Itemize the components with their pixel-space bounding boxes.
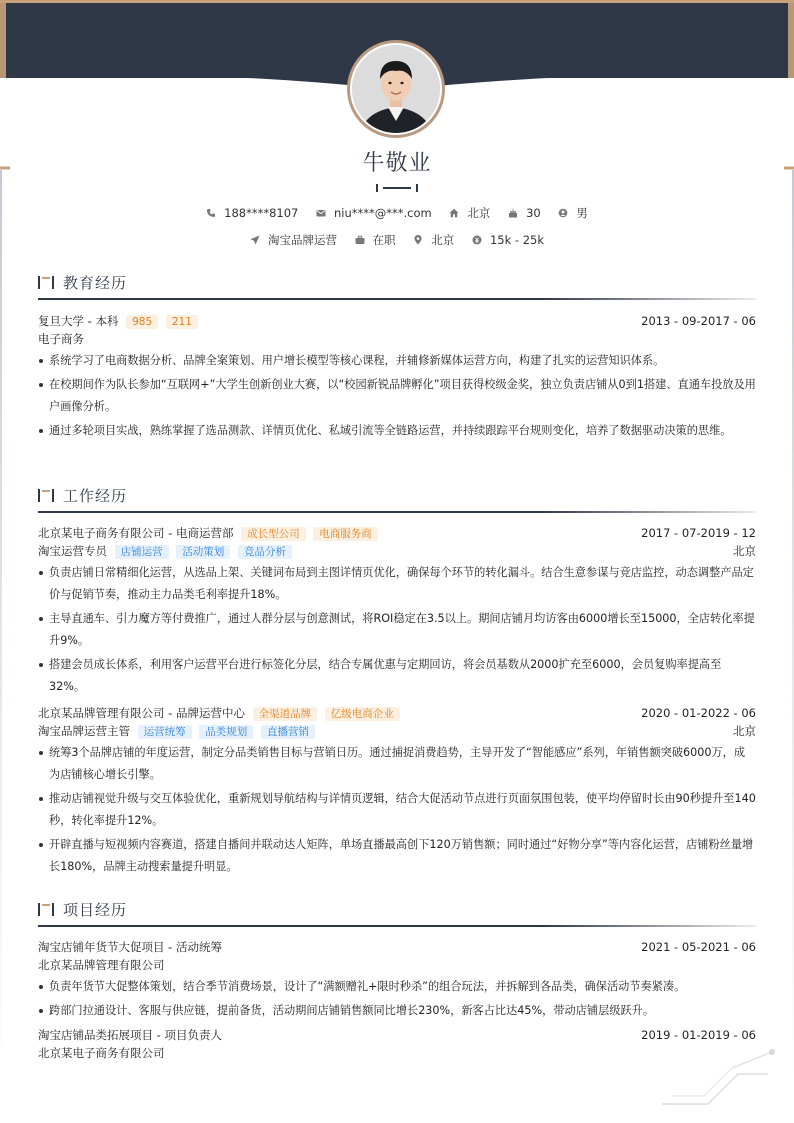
list-item: 负责店铺日常精细化运营，从选品上架、关键词布局到主图详情页优化，确保每个环节的转化漏斗。结合生意参谋与竞店监控，动态调整产品定价与促销节奏，推动主力品类毛利率提升18%。 [38,562,756,606]
position-title: 淘宝运营专员 [38,544,107,558]
location-icon [413,235,423,245]
target-city-info [413,232,454,248]
education-section-title [38,272,756,296]
section-heading: 工作经历 [63,487,128,505]
school-tag: 985 [126,315,158,329]
job-date: 2017 - 07-2019 - 12 [641,526,756,540]
job-intent-row [0,232,794,248]
list-item: 通过多轮项目实战，熟练掌握了选品测款、详情页优化、私域引流等全链路运营，并持续跟踪平台规则变化，培养了数据驱动决策的思维。 [38,420,756,442]
list-item: 开辟直播与短视频内容赛道，搭建自播间并联动达人矩阵，单场直播最高创下120万销售额；同时通过“好物分享”等内容化运营，店铺粉丝量增长180%，品牌主动搜索量提升明显。 [38,834,756,878]
target-city-text: 北京 [431,233,455,247]
list-item: 负责年货节大促整体策划，结合季节消费场景，设计了“满额赠礼+限时秒杀”的组合玩法，并拆解到各品类，确保活动节奏紧凑。 [38,976,756,998]
company-name: 北京某品牌管理有限公司 - 品牌运营中心 [38,706,245,720]
section-heading: 项目经历 [63,901,128,919]
phone-text: 188****8107 [224,206,299,220]
skill-tag: 运营统筹 [138,725,192,739]
project-section-title [38,899,756,923]
project-entry-1 [38,938,756,1022]
home-icon [449,208,459,218]
age-text: 30 [526,206,541,220]
list-item: 主导直通车、引力魔方等付费推广，通过人群分层与创意测试，将ROI稳定在3.5以上。期间店铺月均访客由6000增长至15000，全店转化率提升9%。 [38,608,756,652]
education-date: 2013 - 09-2017 - 06 [641,314,756,328]
list-item: 搭建会员成长体系，利用客户运营平台进行标签化分层，结合专属优惠与定期回访，将会员基数从2000扩充至6000，会员复购率提高至32%。 [38,654,756,698]
major-name: 电子商务 [38,332,84,346]
status-text: 在职 [372,233,396,247]
mail-icon [316,208,326,218]
gender-info [558,205,588,221]
list-item: 系统学习了电商数据分析、品牌全案策划、用户增长模型等核心课程，并辅修新媒体运营方向，构建了扎实的运营知识体系。 [38,350,756,372]
project-name: 淘宝店铺年货节大促项目 - 活动统筹 [38,940,222,954]
list-item: 在校期间作为队长参加“互联网+”大学生创新创业大赛，以“校园新锐品牌孵化”项目获得校级金奖，独立负责店铺从0到1搭建、直通车投放及用户画像分析。 [38,374,756,418]
send-icon [250,235,260,245]
cake-icon [508,208,518,218]
project-date: 2021 - 05-2021 - 06 [641,940,756,954]
work-entry-2 [38,704,756,878]
email-info [316,206,432,220]
skill-tag: 活动策划 [176,545,230,559]
company-tag: 成长型公司 [241,527,306,541]
avatar-frame [347,40,445,138]
job-city: 北京 [733,724,756,738]
skill-tag: 品类规划 [199,725,253,739]
hometown-text: 北京 [467,206,491,220]
position-title: 淘宝品牌运营主管 [38,724,130,738]
school-tag: 211 [166,315,198,329]
avatar-image [352,45,440,133]
salary-text: 15k - 25k [489,233,544,247]
company-tag: 全渠道品牌 [253,707,318,721]
project-org: 北京某电子商务有限公司 [38,1046,165,1060]
work-entry-1 [38,524,756,698]
target-job-text: 淘宝品牌运营 [267,233,337,247]
skill-tag: 店铺运营 [115,545,169,559]
list-item: 统筹3个品牌店铺的年度运营，制定分品类销售目标与营销日历。通过捕捉消费趋势，主导开发了“智能感应”系列，年销售额突破6000万，成为店铺核心增长引擎。 [38,742,756,786]
gender-icon [558,208,568,218]
contact-row [0,205,794,221]
status-info [355,232,396,248]
avatar [352,45,440,133]
education-entry [38,312,756,442]
candidate-name: 牛敬业 [362,151,432,176]
project-entry-2 [38,1026,756,1062]
project-name: 淘宝店铺品类拓展项目 - 项目负责人 [38,1028,222,1042]
company-tag: 亿级电商企业 [325,707,400,721]
section-mark-icon [38,276,54,289]
list-item: 推动店铺视觉升级与交互体验优化，重新规划导航结构与详情页逻辑，结合大促活动节点进行页面氛围包装，使平均停留时长由90秒提升至140秒，转化率提升12%。 [38,788,756,832]
project-date: 2019 - 01-2019 - 06 [641,1028,756,1042]
company-name: 北京某电子商务有限公司 - 电商运营部 [38,526,234,540]
job-date: 2020 - 01-2022 - 06 [641,706,756,720]
hometown-info [449,205,490,221]
job-bullets [38,742,756,878]
salary-info [472,233,544,247]
left-border [0,170,2,1080]
money-icon [472,235,482,245]
school-name: 复旦大学 - 本科 [38,314,119,328]
name-divider [376,183,418,193]
job-bullets [38,562,756,698]
section-heading: 教育经历 [63,274,128,292]
corner-decoration [660,1048,780,1108]
email-text: niu****@***.com [334,206,432,220]
job-city: 北京 [733,544,756,558]
project-bullets [38,976,756,1022]
target-job-info [250,232,337,248]
phone-info [206,206,298,220]
section-underline [38,511,756,513]
project-org: 北京某品牌管理有限公司 [38,958,165,972]
company-tag: 电商服务商 [313,527,378,541]
skill-tag: 竞品分析 [238,545,292,559]
education-bullets [38,350,756,442]
section-underline [38,298,756,300]
briefcase-icon [355,235,365,245]
section-underline [38,925,756,927]
age-info [508,206,541,220]
section-mark-icon [38,489,54,502]
phone-icon [206,208,216,218]
section-mark-icon [38,903,54,916]
skill-tag: 直播营销 [261,725,315,739]
list-item: 跨部门拉通设计、客服与供应链，提前备货，活动期间店铺销售额同比增长230%，新客占比达45%，带动店铺层级跃升。 [38,1000,756,1022]
gender-text: 男 [576,206,588,220]
work-section-title [38,485,756,509]
